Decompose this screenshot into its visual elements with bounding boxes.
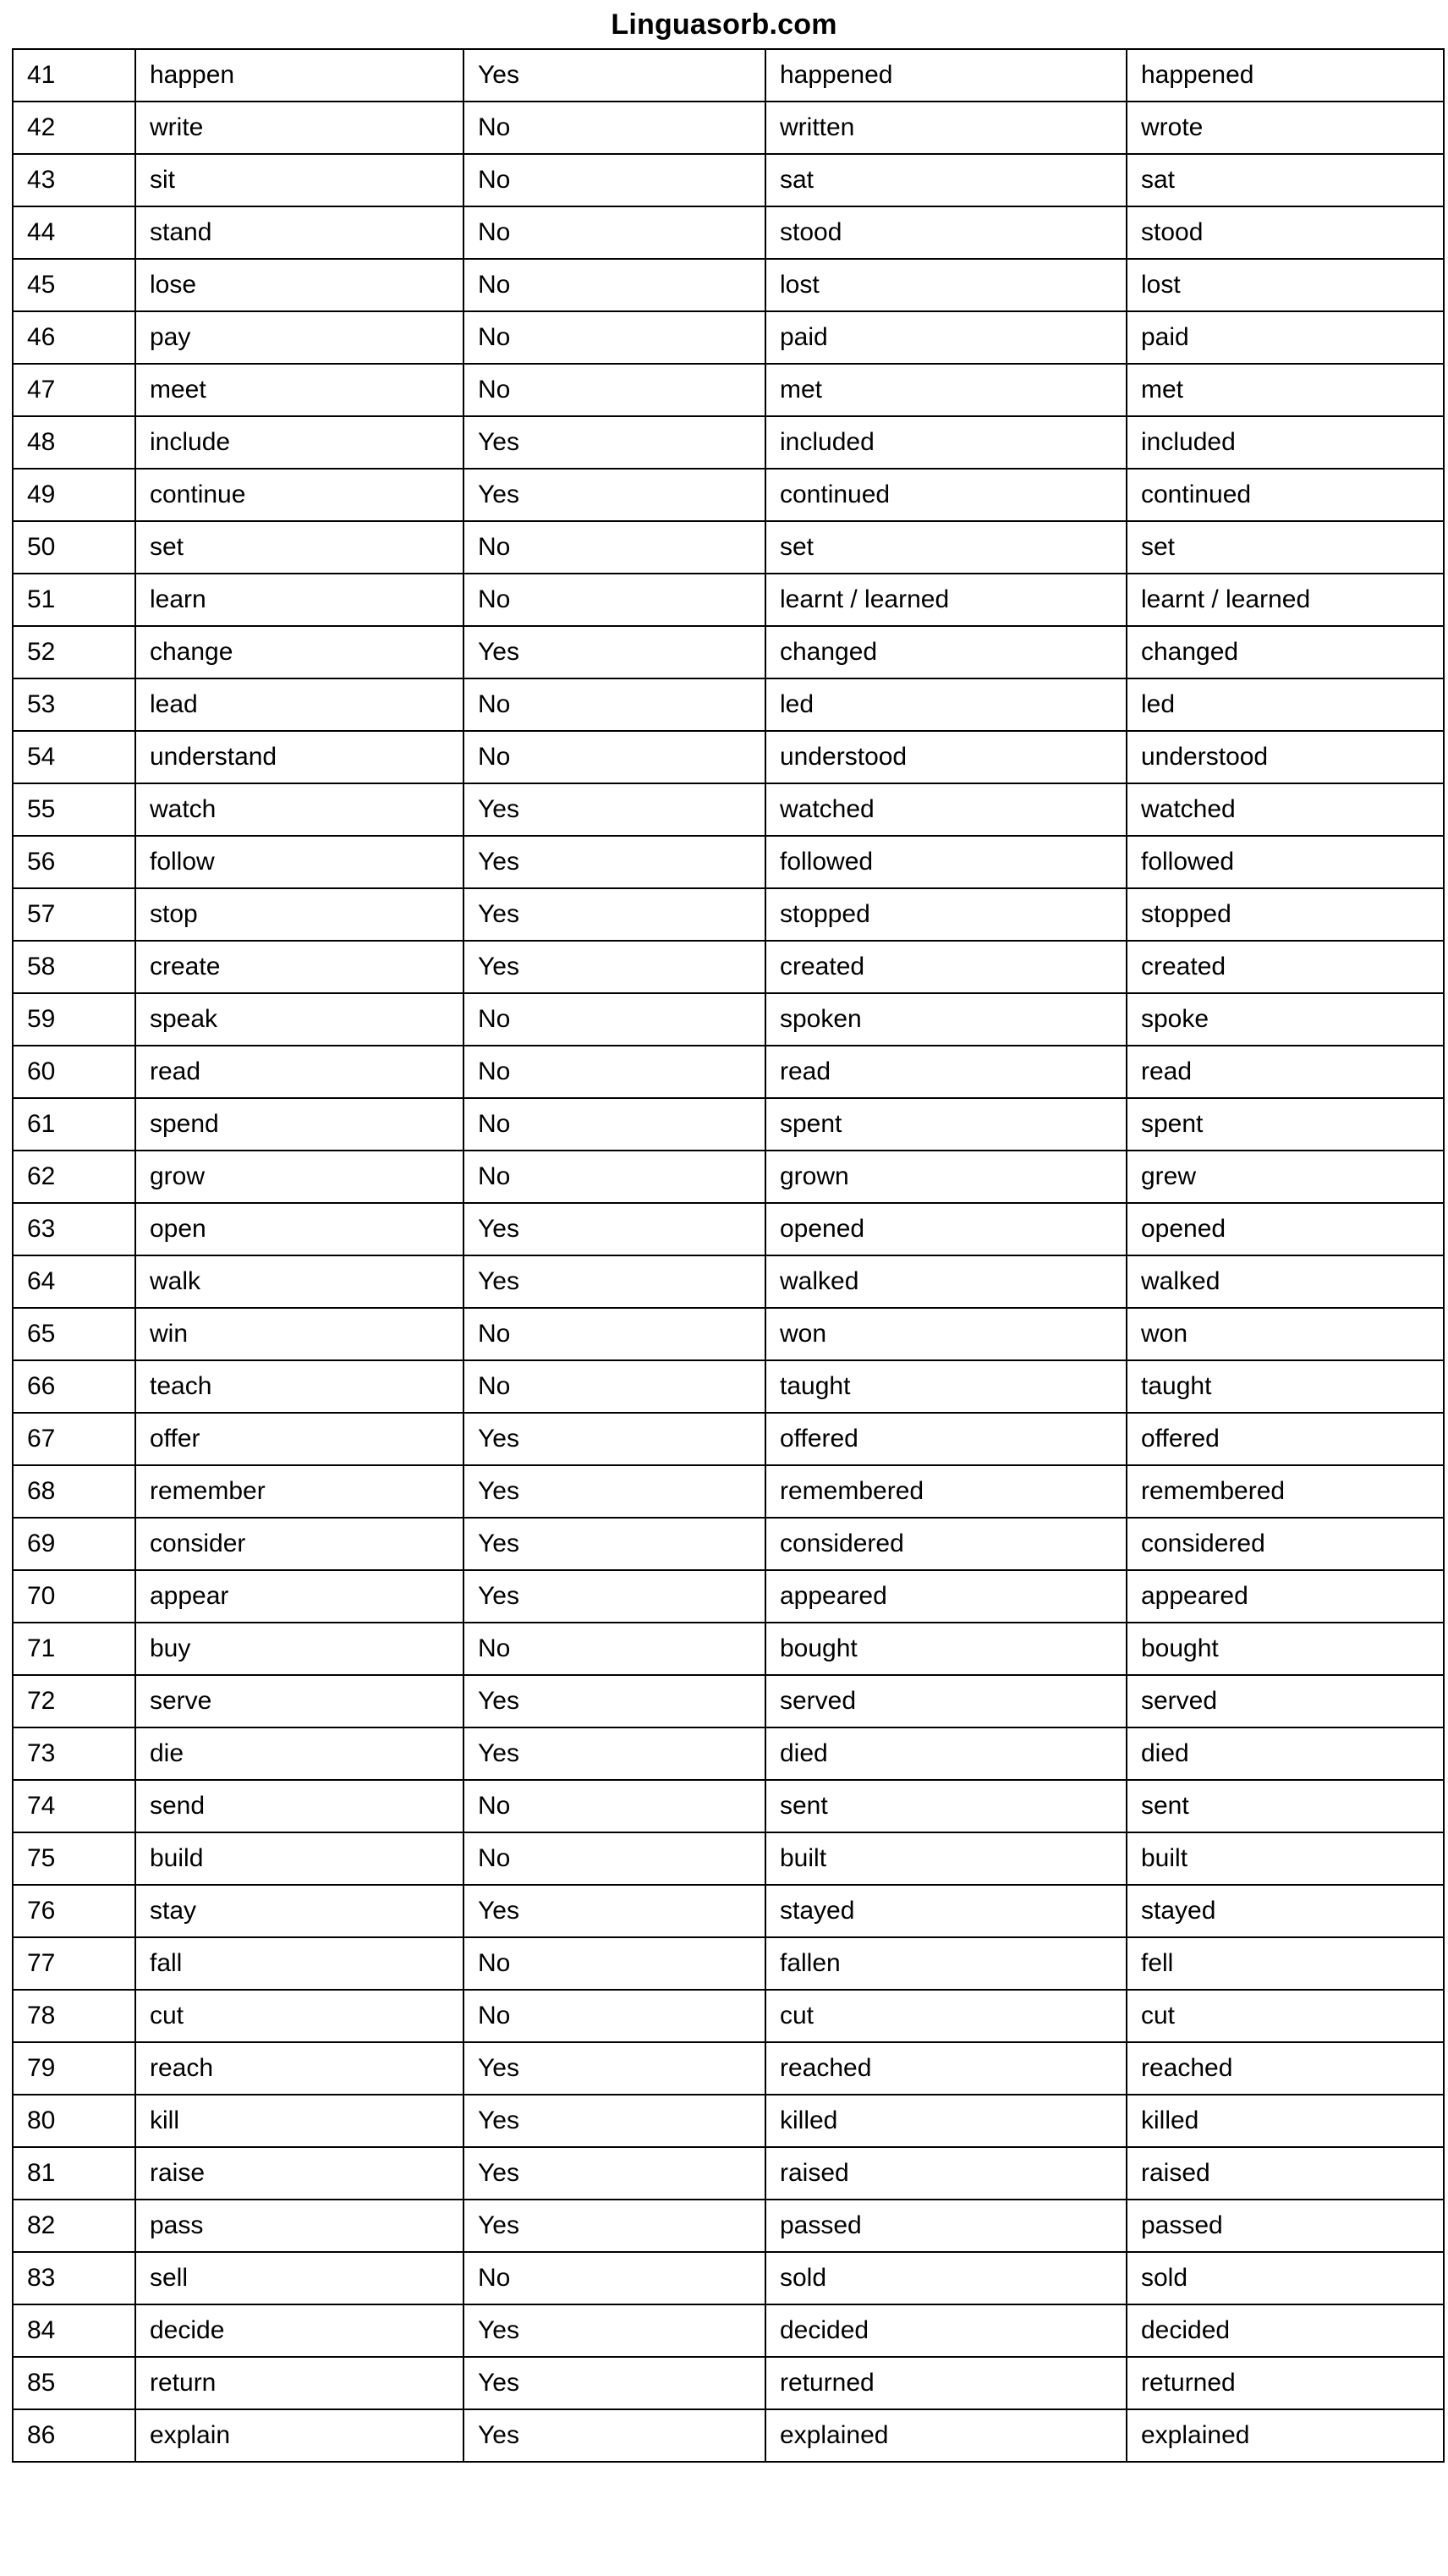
table-row xyxy=(13,2252,1444,2304)
cell-past-participle: stayed xyxy=(765,1885,1127,1937)
cell-past-simple: considered xyxy=(1127,1518,1444,1570)
cell-number: 81 xyxy=(13,2147,135,2200)
cell-regular: No xyxy=(463,2252,765,2304)
table-row xyxy=(13,1780,1444,1832)
table-row xyxy=(13,1832,1444,1885)
table-row xyxy=(13,731,1444,783)
table-row xyxy=(13,1203,1444,1255)
cell-verb: cut xyxy=(135,1990,463,2042)
cell-past-simple: set xyxy=(1127,521,1444,574)
cell-past-simple: changed xyxy=(1127,626,1444,678)
cell-number: 44 xyxy=(13,206,135,259)
cell-past-participle: bought xyxy=(765,1623,1127,1675)
cell-past-participle: cut xyxy=(765,1990,1127,2042)
cell-verb: grow xyxy=(135,1151,463,1203)
cell-verb: consider xyxy=(135,1518,463,1570)
cell-number: 55 xyxy=(13,783,135,836)
table-row xyxy=(13,206,1444,259)
cell-number: 45 xyxy=(13,259,135,311)
cell-past-simple: bought xyxy=(1127,1623,1444,1675)
cell-regular: Yes xyxy=(463,1518,765,1570)
cell-past-participle: learnt / learned xyxy=(765,574,1127,626)
cell-verb: stay xyxy=(135,1885,463,1937)
cell-number: 78 xyxy=(13,1990,135,2042)
cell-regular: No xyxy=(463,1098,765,1151)
cell-past-simple: returned xyxy=(1127,2357,1444,2409)
table-row xyxy=(13,1308,1444,1360)
cell-regular: No xyxy=(463,1360,765,1413)
table-row xyxy=(13,1413,1444,1465)
cell-number: 72 xyxy=(13,1675,135,1727)
cell-past-simple: sent xyxy=(1127,1780,1444,1832)
cell-regular: No xyxy=(463,1990,765,2042)
cell-past-simple: passed xyxy=(1127,2200,1444,2252)
cell-number: 73 xyxy=(13,1727,135,1780)
table-row xyxy=(13,1098,1444,1151)
table-row xyxy=(13,574,1444,626)
cell-regular: Yes xyxy=(463,2147,765,2200)
cell-past-participle: changed xyxy=(765,626,1127,678)
cell-regular: No xyxy=(463,731,765,783)
cell-verb: change xyxy=(135,626,463,678)
cell-past-participle: stood xyxy=(765,206,1127,259)
cell-verb: open xyxy=(135,1203,463,1255)
cell-past-participle: built xyxy=(765,1832,1127,1885)
cell-regular: Yes xyxy=(463,1413,765,1465)
table-row xyxy=(13,2304,1444,2357)
table-row xyxy=(13,364,1444,416)
cell-past-simple: included xyxy=(1127,416,1444,469)
cell-number: 69 xyxy=(13,1518,135,1570)
cell-regular: No xyxy=(463,521,765,574)
cell-verb: read xyxy=(135,1046,463,1098)
cell-number: 59 xyxy=(13,993,135,1046)
cell-past-simple: understood xyxy=(1127,731,1444,783)
table-row xyxy=(13,2147,1444,2200)
cell-number: 47 xyxy=(13,364,135,416)
cell-verb: stand xyxy=(135,206,463,259)
cell-past-simple: opened xyxy=(1127,1203,1444,1255)
cell-past-participle: decided xyxy=(765,2304,1127,2357)
cell-verb: offer xyxy=(135,1413,463,1465)
cell-past-simple: met xyxy=(1127,364,1444,416)
cell-number: 53 xyxy=(13,678,135,731)
cell-verb: kill xyxy=(135,2095,463,2147)
cell-verb: remember xyxy=(135,1465,463,1518)
cell-number: 65 xyxy=(13,1308,135,1360)
cell-past-participle: met xyxy=(765,364,1127,416)
cell-past-participle: explained xyxy=(765,2409,1127,2462)
table-row xyxy=(13,1046,1444,1098)
cell-regular: No xyxy=(463,311,765,364)
cell-number: 86 xyxy=(13,2409,135,2462)
cell-verb: win xyxy=(135,1308,463,1360)
cell-verb: lose xyxy=(135,259,463,311)
table-row xyxy=(13,2042,1444,2095)
cell-number: 49 xyxy=(13,469,135,521)
cell-verb: appear xyxy=(135,1570,463,1623)
cell-past-participle: included xyxy=(765,416,1127,469)
cell-regular: No xyxy=(463,574,765,626)
cell-past-simple: reached xyxy=(1127,2042,1444,2095)
cell-past-simple: watched xyxy=(1127,783,1444,836)
cell-regular: Yes xyxy=(463,416,765,469)
table-row xyxy=(13,678,1444,731)
cell-past-simple: learnt / learned xyxy=(1127,574,1444,626)
cell-number: 68 xyxy=(13,1465,135,1518)
cell-number: 74 xyxy=(13,1780,135,1832)
table-row xyxy=(13,259,1444,311)
cell-verb: stop xyxy=(135,888,463,941)
cell-verb: include xyxy=(135,416,463,469)
cell-regular: Yes xyxy=(463,626,765,678)
cell-number: 63 xyxy=(13,1203,135,1255)
table-row xyxy=(13,521,1444,574)
cell-number: 82 xyxy=(13,2200,135,2252)
table-row xyxy=(13,1360,1444,1413)
cell-verb: watch xyxy=(135,783,463,836)
cell-number: 54 xyxy=(13,731,135,783)
cell-number: 62 xyxy=(13,1151,135,1203)
table-row xyxy=(13,1465,1444,1518)
cell-past-simple: led xyxy=(1127,678,1444,731)
cell-past-simple: grew xyxy=(1127,1151,1444,1203)
cell-past-participle: happened xyxy=(765,49,1127,102)
cell-verb: decide xyxy=(135,2304,463,2357)
cell-number: 66 xyxy=(13,1360,135,1413)
cell-regular: Yes xyxy=(463,2409,765,2462)
cell-past-simple: appeared xyxy=(1127,1570,1444,1623)
cell-past-participle: understood xyxy=(765,731,1127,783)
cell-verb: raise xyxy=(135,2147,463,2200)
table-row xyxy=(13,1518,1444,1570)
cell-verb: spend xyxy=(135,1098,463,1151)
cell-regular: Yes xyxy=(463,1727,765,1780)
cell-past-simple: followed xyxy=(1127,836,1444,888)
cell-past-simple: continued xyxy=(1127,469,1444,521)
table-row xyxy=(13,469,1444,521)
cell-number: 61 xyxy=(13,1098,135,1151)
cell-past-simple: cut xyxy=(1127,1990,1444,2042)
cell-past-simple: served xyxy=(1127,1675,1444,1727)
cell-verb: happen xyxy=(135,49,463,102)
table-row xyxy=(13,2200,1444,2252)
cell-regular: Yes xyxy=(463,1885,765,1937)
cell-verb: teach xyxy=(135,1360,463,1413)
cell-regular: Yes xyxy=(463,1570,765,1623)
cell-verb: pay xyxy=(135,311,463,364)
cell-regular: Yes xyxy=(463,49,765,102)
cell-past-participle: considered xyxy=(765,1518,1127,1570)
table-row xyxy=(13,626,1444,678)
cell-number: 50 xyxy=(13,521,135,574)
cell-past-simple: sat xyxy=(1127,154,1444,206)
cell-number: 60 xyxy=(13,1046,135,1098)
table-row xyxy=(13,783,1444,836)
cell-regular: Yes xyxy=(463,1465,765,1518)
cell-past-participle: walked xyxy=(765,1255,1127,1308)
cell-regular: Yes xyxy=(463,941,765,993)
cell-number: 58 xyxy=(13,941,135,993)
table-row xyxy=(13,941,1444,993)
cell-past-simple: spoke xyxy=(1127,993,1444,1046)
verb-table-body xyxy=(13,49,1444,2462)
cell-past-participle: returned xyxy=(765,2357,1127,2409)
cell-number: 52 xyxy=(13,626,135,678)
verb-table xyxy=(12,48,1445,2463)
cell-number: 46 xyxy=(13,311,135,364)
cell-past-simple: taught xyxy=(1127,1360,1444,1413)
cell-regular: Yes xyxy=(463,2200,765,2252)
cell-verb: learn xyxy=(135,574,463,626)
cell-past-participle: sent xyxy=(765,1780,1127,1832)
table-row xyxy=(13,1990,1444,2042)
cell-past-participle: read xyxy=(765,1046,1127,1098)
cell-past-simple: created xyxy=(1127,941,1444,993)
cell-regular: No xyxy=(463,1780,765,1832)
cell-past-participle: spoken xyxy=(765,993,1127,1046)
cell-number: 71 xyxy=(13,1623,135,1675)
cell-number: 57 xyxy=(13,888,135,941)
cell-past-simple: happened xyxy=(1127,49,1444,102)
cell-regular: No xyxy=(463,1046,765,1098)
cell-verb: die xyxy=(135,1727,463,1780)
cell-past-simple: stood xyxy=(1127,206,1444,259)
cell-past-participle: won xyxy=(765,1308,1127,1360)
cell-past-simple: offered xyxy=(1127,1413,1444,1465)
table-row xyxy=(13,836,1444,888)
cell-number: 64 xyxy=(13,1255,135,1308)
cell-number: 83 xyxy=(13,2252,135,2304)
cell-number: 79 xyxy=(13,2042,135,2095)
table-row xyxy=(13,2095,1444,2147)
cell-number: 51 xyxy=(13,574,135,626)
table-row xyxy=(13,154,1444,206)
cell-past-participle: followed xyxy=(765,836,1127,888)
cell-past-simple: paid xyxy=(1127,311,1444,364)
cell-regular: No xyxy=(463,1308,765,1360)
cell-regular: Yes xyxy=(463,1203,765,1255)
cell-past-simple: won xyxy=(1127,1308,1444,1360)
cell-number: 75 xyxy=(13,1832,135,1885)
cell-past-participle: died xyxy=(765,1727,1127,1780)
table-row xyxy=(13,416,1444,469)
table-row xyxy=(13,1937,1444,1990)
cell-number: 76 xyxy=(13,1885,135,1937)
cell-regular: Yes xyxy=(463,1675,765,1727)
table-row xyxy=(13,1675,1444,1727)
table-row xyxy=(13,1255,1444,1308)
table-row xyxy=(13,1727,1444,1780)
cell-past-simple: killed xyxy=(1127,2095,1444,2147)
cell-past-participle: continued xyxy=(765,469,1127,521)
cell-verb: fall xyxy=(135,1937,463,1990)
cell-regular: Yes xyxy=(463,783,765,836)
cell-past-participle: raised xyxy=(765,2147,1127,2200)
cell-past-participle: sold xyxy=(765,2252,1127,2304)
cell-verb: continue xyxy=(135,469,463,521)
cell-past-participle: created xyxy=(765,941,1127,993)
cell-past-participle: stopped xyxy=(765,888,1127,941)
cell-verb: return xyxy=(135,2357,463,2409)
cell-past-simple: built xyxy=(1127,1832,1444,1885)
cell-past-participle: written xyxy=(765,102,1127,154)
cell-regular: No xyxy=(463,1151,765,1203)
cell-past-simple: spent xyxy=(1127,1098,1444,1151)
cell-past-participle: passed xyxy=(765,2200,1127,2252)
cell-past-simple: raised xyxy=(1127,2147,1444,2200)
cell-verb: pass xyxy=(135,2200,463,2252)
cell-verb: understand xyxy=(135,731,463,783)
cell-verb: build xyxy=(135,1832,463,1885)
table-row xyxy=(13,1570,1444,1623)
table-row xyxy=(13,1885,1444,1937)
cell-number: 70 xyxy=(13,1570,135,1623)
cell-past-participle: offered xyxy=(765,1413,1127,1465)
cell-past-participle: grown xyxy=(765,1151,1127,1203)
cell-regular: No xyxy=(463,206,765,259)
cell-regular: Yes xyxy=(463,2304,765,2357)
cell-past-simple: fell xyxy=(1127,1937,1444,1990)
cell-verb: create xyxy=(135,941,463,993)
cell-number: 85 xyxy=(13,2357,135,2409)
cell-past-participle: paid xyxy=(765,311,1127,364)
cell-regular: Yes xyxy=(463,2095,765,2147)
cell-verb: meet xyxy=(135,364,463,416)
cell-past-participle: sat xyxy=(765,154,1127,206)
cell-verb: follow xyxy=(135,836,463,888)
cell-regular: No xyxy=(463,259,765,311)
cell-past-participle: fallen xyxy=(765,1937,1127,1990)
cell-past-participle: watched xyxy=(765,783,1127,836)
cell-regular: No xyxy=(463,1937,765,1990)
cell-regular: No xyxy=(463,993,765,1046)
table-row xyxy=(13,1623,1444,1675)
cell-past-participle: led xyxy=(765,678,1127,731)
cell-number: 67 xyxy=(13,1413,135,1465)
cell-verb: send xyxy=(135,1780,463,1832)
cell-verb: sell xyxy=(135,2252,463,2304)
cell-past-participle: taught xyxy=(765,1360,1127,1413)
cell-number: 80 xyxy=(13,2095,135,2147)
cell-verb: speak xyxy=(135,993,463,1046)
table-row xyxy=(13,2409,1444,2462)
cell-number: 84 xyxy=(13,2304,135,2357)
cell-verb: write xyxy=(135,102,463,154)
table-row xyxy=(13,2357,1444,2409)
cell-past-simple: sold xyxy=(1127,2252,1444,2304)
table-row xyxy=(13,888,1444,941)
cell-past-simple: remembered xyxy=(1127,1465,1444,1518)
cell-number: 42 xyxy=(13,102,135,154)
cell-past-simple: read xyxy=(1127,1046,1444,1098)
cell-number: 48 xyxy=(13,416,135,469)
cell-past-simple: died xyxy=(1127,1727,1444,1780)
cell-past-participle: spent xyxy=(765,1098,1127,1151)
table-row xyxy=(13,102,1444,154)
table-row xyxy=(13,311,1444,364)
table-row xyxy=(13,993,1444,1046)
cell-regular: No xyxy=(463,1623,765,1675)
cell-past-simple: walked xyxy=(1127,1255,1444,1308)
cell-regular: Yes xyxy=(463,1255,765,1308)
cell-number: 77 xyxy=(13,1937,135,1990)
cell-verb: set xyxy=(135,521,463,574)
cell-regular: No xyxy=(463,102,765,154)
cell-verb: sit xyxy=(135,154,463,206)
cell-regular: Yes xyxy=(463,469,765,521)
cell-verb: serve xyxy=(135,1675,463,1727)
cell-past-participle: opened xyxy=(765,1203,1127,1255)
cell-regular: Yes xyxy=(463,2357,765,2409)
cell-number: 43 xyxy=(13,154,135,206)
cell-verb: explain xyxy=(135,2409,463,2462)
table-row xyxy=(13,1151,1444,1203)
table-row xyxy=(13,49,1444,102)
cell-past-simple: explained xyxy=(1127,2409,1444,2462)
cell-past-participle: served xyxy=(765,1675,1127,1727)
cell-past-simple: decided xyxy=(1127,2304,1444,2357)
cell-verb: lead xyxy=(135,678,463,731)
cell-past-participle: set xyxy=(765,521,1127,574)
cell-past-participle: killed xyxy=(765,2095,1127,2147)
cell-number: 56 xyxy=(13,836,135,888)
cell-past-participle: reached xyxy=(765,2042,1127,2095)
cell-number: 41 xyxy=(13,49,135,102)
page-title: Linguasorb.com xyxy=(611,8,837,41)
cell-past-simple: stayed xyxy=(1127,1885,1444,1937)
cell-past-participle: lost xyxy=(765,259,1127,311)
cell-past-participle: appeared xyxy=(765,1570,1127,1623)
cell-regular: Yes xyxy=(463,2042,765,2095)
cell-regular: No xyxy=(463,1832,765,1885)
cell-regular: No xyxy=(463,678,765,731)
cell-verb: buy xyxy=(135,1623,463,1675)
cell-regular: No xyxy=(463,364,765,416)
cell-verb: reach xyxy=(135,2042,463,2095)
cell-regular: Yes xyxy=(463,888,765,941)
cell-past-simple: wrote xyxy=(1127,102,1444,154)
cell-verb: walk xyxy=(135,1255,463,1308)
cell-past-participle: remembered xyxy=(765,1465,1127,1518)
cell-past-simple: lost xyxy=(1127,259,1444,311)
cell-regular: Yes xyxy=(463,836,765,888)
cell-regular: No xyxy=(463,154,765,206)
cell-past-simple: stopped xyxy=(1127,888,1444,941)
